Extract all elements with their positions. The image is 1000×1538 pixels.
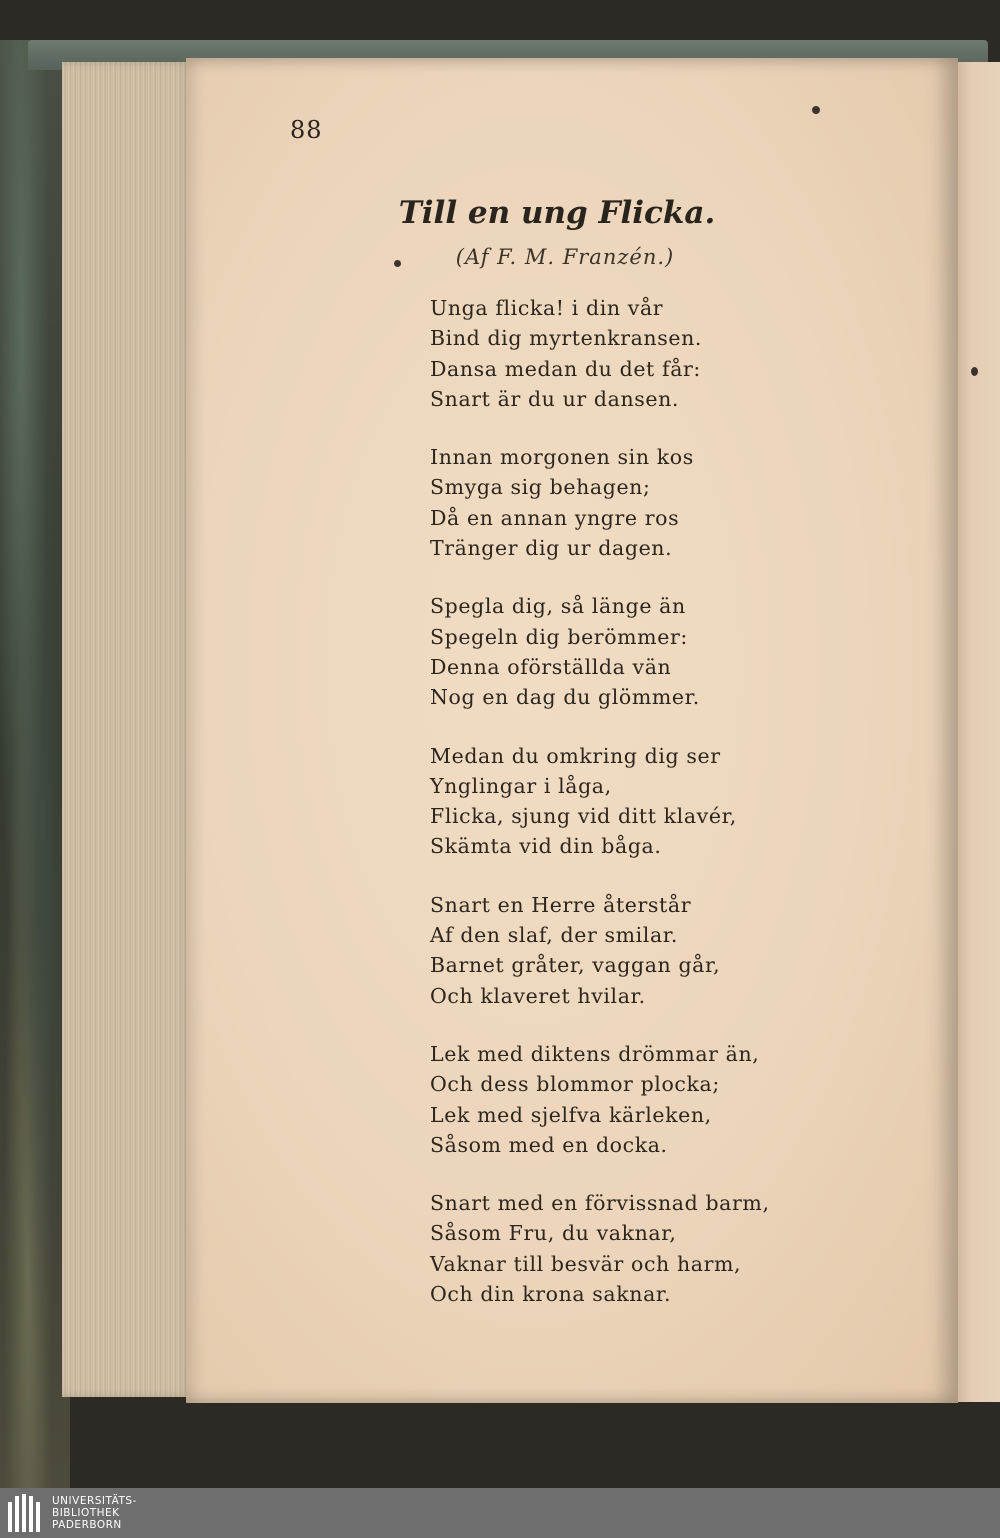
poem-line: Innan morgonen sin kos xyxy=(430,445,694,470)
poem-line: Såsom Fru, du vaknar, xyxy=(430,1221,677,1246)
poem-line: Tränger dig ur dagen. xyxy=(430,536,673,561)
library-logo-icon xyxy=(8,1494,48,1532)
stanza xyxy=(430,1188,770,1309)
poem-line: Lek med sjelfva kärleken, xyxy=(430,1102,712,1127)
poem-line: Och din krona saknar. xyxy=(430,1282,672,1307)
ink-spot xyxy=(812,106,820,114)
library-name-line: PADERBORN xyxy=(52,1519,122,1531)
poem-line: Snart en Herre återstår xyxy=(430,892,692,917)
poem-title: Till en ung Flicka. xyxy=(398,195,716,231)
poem-line: Medan du omkring dig ser xyxy=(430,743,721,768)
page-number: 88 xyxy=(290,116,323,144)
ink-spot xyxy=(971,367,978,376)
poem-line: Nog en dag du glömmer. xyxy=(430,685,700,710)
library-name-line: BIBLIOTHEK xyxy=(52,1507,120,1519)
stanza xyxy=(430,591,770,712)
poem-line: Ynglingar i låga, xyxy=(430,773,612,798)
stanza xyxy=(430,293,770,414)
poem-line: Flicka, sjung vid ditt klavér, xyxy=(430,804,737,829)
poem-line: Snart är du ur dansen. xyxy=(430,386,680,411)
poem-line: Af den slaf, der smilar. xyxy=(430,923,679,948)
stanza xyxy=(430,1039,770,1160)
poem-line: Bind dig myrtenkransen. xyxy=(430,326,702,351)
poem-line: Smyga sig behagen; xyxy=(430,475,651,500)
poem-line: Denna oförställda vän xyxy=(430,654,672,679)
poem-line: Lek med diktens drömmar än, xyxy=(430,1041,760,1066)
poem-line: Spegeln dig berömmer: xyxy=(430,624,688,649)
library-footer xyxy=(0,1488,1000,1538)
stanza xyxy=(430,890,770,1011)
poem-line: Skämta vid din båga. xyxy=(430,834,662,859)
poem-line: Snart med en förvissnad barm, xyxy=(430,1191,770,1216)
poem-byline: (Af F. M. Franzén.) xyxy=(455,245,675,269)
poem-line: Då en annan yngre ros xyxy=(430,505,680,530)
poem-line: Vaknar till besvär och harm, xyxy=(430,1251,742,1276)
poem-line: Spegla dig, så länge än xyxy=(430,594,686,619)
stanza xyxy=(430,741,770,862)
poem-line: Och dess blommor plocka; xyxy=(430,1072,720,1097)
poem-line: Barnet gråter, vaggan går, xyxy=(430,953,721,978)
poem-line: Och klaveret hvilar. xyxy=(430,983,646,1008)
poem-body xyxy=(430,293,770,1337)
library-name-line: UNIVERSITÄTS- xyxy=(52,1495,137,1507)
poem-line: Såsom med en docka. xyxy=(430,1132,668,1157)
stanza xyxy=(430,442,770,563)
poem-line: Unga flicka! i din vår xyxy=(430,296,664,320)
poem-line: Dansa medan du det får: xyxy=(430,356,701,381)
library-name xyxy=(52,1495,137,1531)
